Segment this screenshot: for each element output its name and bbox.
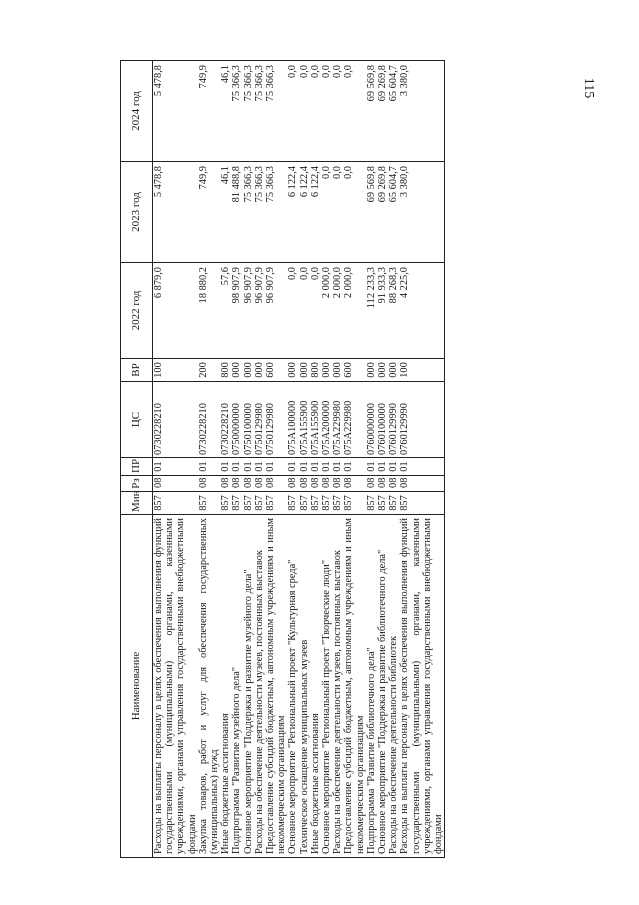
cell-vr: 800 — [310, 359, 321, 382]
cell-y2024: 69 569,8 — [366, 61, 377, 162]
cell-y2023: 69 269,8 — [377, 162, 388, 263]
cell-y2022: 88 268,3 — [388, 263, 399, 359]
cell-name: Подпрограмма "Развитие музейного дела" — [231, 515, 242, 858]
cell-vr: 800 — [220, 359, 231, 382]
header-pr: ПР — [121, 458, 153, 476]
header-name: Наименование — [121, 515, 153, 858]
cell-y2023: 75 366,3 — [265, 162, 287, 263]
table-row — [332, 61, 343, 858]
cell-y2023: 0,0 — [332, 162, 343, 263]
table-row — [254, 61, 265, 858]
header-vr: ВР — [121, 359, 153, 382]
cell-y2024: 75 366,3 — [243, 61, 254, 162]
table-header-row — [121, 61, 153, 858]
header-rz: Рз — [121, 476, 153, 492]
cell-rz: 08 — [265, 476, 287, 492]
cell-vr: 100 — [399, 359, 444, 382]
cell-name: Расходы на обеспечение деятельности музеев, постоянных выставок — [254, 515, 265, 858]
cell-pr: 01 — [332, 458, 343, 476]
header-2023: 2023 год — [121, 162, 153, 263]
cell-y2022: 18 880,2 — [198, 263, 220, 359]
cell-name: Расходы на выплаты персоналу в целях обеспечения выполнения функций государственными (муниципальными) органами, казенными учреждениями, органами управления государственными внебюджетными фондами — [399, 515, 444, 858]
cell-y2022: 98 907,9 — [231, 263, 242, 359]
cell-name: Расходы на обеспечение деятельности библиотек — [388, 515, 399, 858]
cell-y2024: 3 380,0 — [399, 61, 444, 162]
table-row — [366, 61, 377, 858]
cell-pr: 01 — [153, 458, 198, 476]
cell-pr: 01 — [299, 458, 310, 476]
cell-pr: 01 — [265, 458, 287, 476]
cell-name: Предоставление субсидий бюджетным, автономным учреждениям и иным некоммерческим организациям — [265, 515, 287, 858]
table-row — [231, 61, 242, 858]
cell-rz: 08 — [153, 476, 198, 492]
cell-pr: 01 — [343, 458, 365, 476]
cell-min: 857 — [310, 492, 321, 515]
cell-vr: 100 — [153, 359, 198, 382]
cell-rz: 08 — [231, 476, 242, 492]
cell-cs: 075A229980 — [343, 382, 365, 458]
cell-pr: 01 — [243, 458, 254, 476]
cell-pr: 01 — [231, 458, 242, 476]
cell-min: 857 — [377, 492, 388, 515]
header-cs: ЦС — [121, 382, 153, 458]
cell-y2023: 65 604,7 — [388, 162, 399, 263]
cell-cs: 0760000000 — [366, 382, 377, 458]
cell-pr: 01 — [399, 458, 444, 476]
cell-min: 857 — [198, 492, 220, 515]
cell-y2024: 0,0 — [332, 61, 343, 162]
rotated-page-content — [120, 61, 523, 858]
cell-y2024: 0,0 — [343, 61, 365, 162]
cell-y2023: 6 122,4 — [310, 162, 321, 263]
cell-rz: 08 — [310, 476, 321, 492]
table-row — [377, 61, 388, 858]
cell-y2022: 6 879,0 — [153, 263, 198, 359]
cell-y2022: 0,0 — [287, 263, 298, 359]
cell-pr: 01 — [377, 458, 388, 476]
cell-vr: 000 — [287, 359, 298, 382]
cell-rz: 08 — [198, 476, 220, 492]
cell-pr: 01 — [388, 458, 399, 476]
table-row — [388, 61, 399, 858]
cell-y2023: 0,0 — [343, 162, 365, 263]
table-row — [220, 61, 231, 858]
cell-y2022: 112 233,3 — [366, 263, 377, 359]
cell-y2024: 65 604,7 — [388, 61, 399, 162]
cell-pr: 01 — [366, 458, 377, 476]
cell-y2023: 46,1 — [220, 162, 231, 263]
cell-cs: 075A155900 — [299, 382, 310, 458]
cell-vr: 000 — [321, 359, 332, 382]
table-row — [153, 61, 198, 858]
cell-y2022: 2 000,0 — [321, 263, 332, 359]
cell-y2023: 81 488,8 — [231, 162, 242, 263]
cell-name: Основное мероприятие "Поддержка и развитие библиотечного дела" — [377, 515, 388, 858]
cell-min: 857 — [254, 492, 265, 515]
cell-vr: 000 — [243, 359, 254, 382]
cell-vr: 200 — [198, 359, 220, 382]
cell-pr: 01 — [220, 458, 231, 476]
cell-name: Подпрограмма "Развитие библиотечного дела" — [366, 515, 377, 858]
cell-cs: 075A155900 — [310, 382, 321, 458]
cell-min: 857 — [299, 492, 310, 515]
cell-cs: 0750100000 — [243, 382, 254, 458]
cell-y2022: 2 000,0 — [332, 263, 343, 359]
table-row — [243, 61, 254, 858]
cell-rz: 08 — [220, 476, 231, 492]
cell-min: 857 — [388, 492, 399, 515]
cell-y2024: 75 366,3 — [265, 61, 287, 162]
header-min: Мин — [121, 492, 153, 515]
cell-vr: 000 — [254, 359, 265, 382]
budget-table — [120, 60, 445, 858]
cell-rz: 08 — [377, 476, 388, 492]
cell-y2024: 0,0 — [310, 61, 321, 162]
table-row — [399, 61, 444, 858]
cell-min: 857 — [321, 492, 332, 515]
cell-vr: 000 — [299, 359, 310, 382]
cell-y2024: 0,0 — [299, 61, 310, 162]
table-row — [310, 61, 321, 858]
cell-y2024: 46,1 — [220, 61, 231, 162]
cell-rz: 08 — [287, 476, 298, 492]
cell-y2022: 96 907,9 — [265, 263, 287, 359]
table-body — [153, 61, 445, 858]
cell-name: Основное мероприятие "Региональный проект "Творческие люди" — [321, 515, 332, 858]
cell-name: Предоставление субсидий бюджетным, автономным учреждениям и иным некоммерческим организациям — [343, 515, 365, 858]
cell-pr: 01 — [321, 458, 332, 476]
cell-name: Техническое оснащение муниципальных музеев — [299, 515, 310, 858]
cell-y2022: 96 907,9 — [254, 263, 265, 359]
cell-cs: 075A200000 — [321, 382, 332, 458]
cell-y2024: 0,0 — [321, 61, 332, 162]
cell-name: Основное мероприятие "Поддержка и развитие музейного дела" — [243, 515, 254, 858]
cell-y2023: 0,0 — [321, 162, 332, 263]
cell-min: 857 — [343, 492, 365, 515]
header-2024: 2024 год — [121, 61, 153, 162]
cell-vr: 000 — [377, 359, 388, 382]
cell-min: 857 — [231, 492, 242, 515]
cell-min: 857 — [399, 492, 444, 515]
cell-cs: 0750129980 — [265, 382, 287, 458]
table-row — [321, 61, 332, 858]
cell-min: 857 — [220, 492, 231, 515]
cell-cs: 0760100000 — [377, 382, 388, 458]
cell-y2022: 4 225,0 — [399, 263, 444, 359]
cell-y2024: 75 366,3 — [254, 61, 265, 162]
cell-name: Иные бюджетные ассигнования — [310, 515, 321, 858]
cell-pr: 01 — [198, 458, 220, 476]
table-row — [198, 61, 220, 858]
cell-vr: 000 — [388, 359, 399, 382]
cell-name: Основное мероприятие "Региональный проект "Культурная среда" — [287, 515, 298, 858]
cell-rz: 08 — [399, 476, 444, 492]
table-row — [343, 61, 365, 858]
cell-y2023: 75 366,3 — [243, 162, 254, 263]
cell-cs: 075A229980 — [332, 382, 343, 458]
cell-cs: 075A100000 — [287, 382, 298, 458]
cell-y2024: 0,0 — [287, 61, 298, 162]
table-row — [265, 61, 287, 858]
cell-rz: 08 — [343, 476, 365, 492]
cell-name: Расходы на обеспечение деятельности музеев, постоянных выставок — [332, 515, 343, 858]
cell-min: 857 — [265, 492, 287, 515]
cell-rz: 08 — [388, 476, 399, 492]
cell-pr: 01 — [254, 458, 265, 476]
cell-y2022: 0,0 — [299, 263, 310, 359]
cell-pr: 01 — [287, 458, 298, 476]
header-2022: 2022 год — [121, 263, 153, 359]
cell-y2024: 69 269,8 — [377, 61, 388, 162]
cell-vr: 000 — [231, 359, 242, 382]
cell-y2023: 5 478,8 — [153, 162, 198, 263]
cell-y2022: 2 000,0 — [343, 263, 365, 359]
cell-y2023: 69 569,8 — [366, 162, 377, 263]
cell-y2024: 75 366,3 — [231, 61, 242, 162]
cell-name: Иные бюджетные ассигнования — [220, 515, 231, 858]
cell-min: 857 — [287, 492, 298, 515]
cell-name: Расходы на выплаты персоналу в целях обеспечения выполнения функций государственными (муниципальными) органами, казенными учреждениями, органами управления государственными внебюджетными фондами — [153, 515, 198, 858]
cell-y2022: 0,0 — [310, 263, 321, 359]
cell-y2022: 57,6 — [220, 263, 231, 359]
table-row — [299, 61, 310, 858]
cell-rz: 08 — [332, 476, 343, 492]
cell-rz: 08 — [299, 476, 310, 492]
cell-y2023: 6 122,4 — [299, 162, 310, 263]
cell-y2023: 749,9 — [198, 162, 220, 263]
cell-y2023: 6 122,4 — [287, 162, 298, 263]
cell-vr: 000 — [332, 359, 343, 382]
cell-vr: 600 — [343, 359, 365, 382]
cell-rz: 08 — [254, 476, 265, 492]
cell-cs: 0730228210 — [153, 382, 198, 458]
cell-min: 857 — [243, 492, 254, 515]
cell-y2022: 91 933,3 — [377, 263, 388, 359]
cell-vr: 600 — [265, 359, 287, 382]
cell-vr: 000 — [366, 359, 377, 382]
cell-y2023: 75 366,3 — [254, 162, 265, 263]
cell-y2024: 5 478,8 — [153, 61, 198, 162]
cell-pr: 01 — [310, 458, 321, 476]
cell-cs: 0760129990 — [399, 382, 444, 458]
cell-cs: 0730228210 — [220, 382, 231, 458]
cell-rz: 08 — [321, 476, 332, 492]
cell-y2023: 3 380,0 — [399, 162, 444, 263]
cell-cs: 0730228210 — [198, 382, 220, 458]
cell-y2024: 749,9 — [198, 61, 220, 162]
cell-rz: 08 — [366, 476, 377, 492]
table-row — [287, 61, 298, 858]
cell-y2022: 96 907,9 — [243, 263, 254, 359]
cell-name: Закупка товаров, работ и услуг для обеспечения государственных (муниципальных) нужд — [198, 515, 220, 858]
cell-min: 857 — [332, 492, 343, 515]
page-number: 115 — [581, 77, 596, 99]
cell-rz: 08 — [243, 476, 254, 492]
cell-cs: 0750000000 — [231, 382, 242, 458]
cell-cs: 0760129990 — [388, 382, 399, 458]
cell-cs: 0750129980 — [254, 382, 265, 458]
cell-min: 857 — [366, 492, 377, 515]
cell-min: 857 — [153, 492, 198, 515]
